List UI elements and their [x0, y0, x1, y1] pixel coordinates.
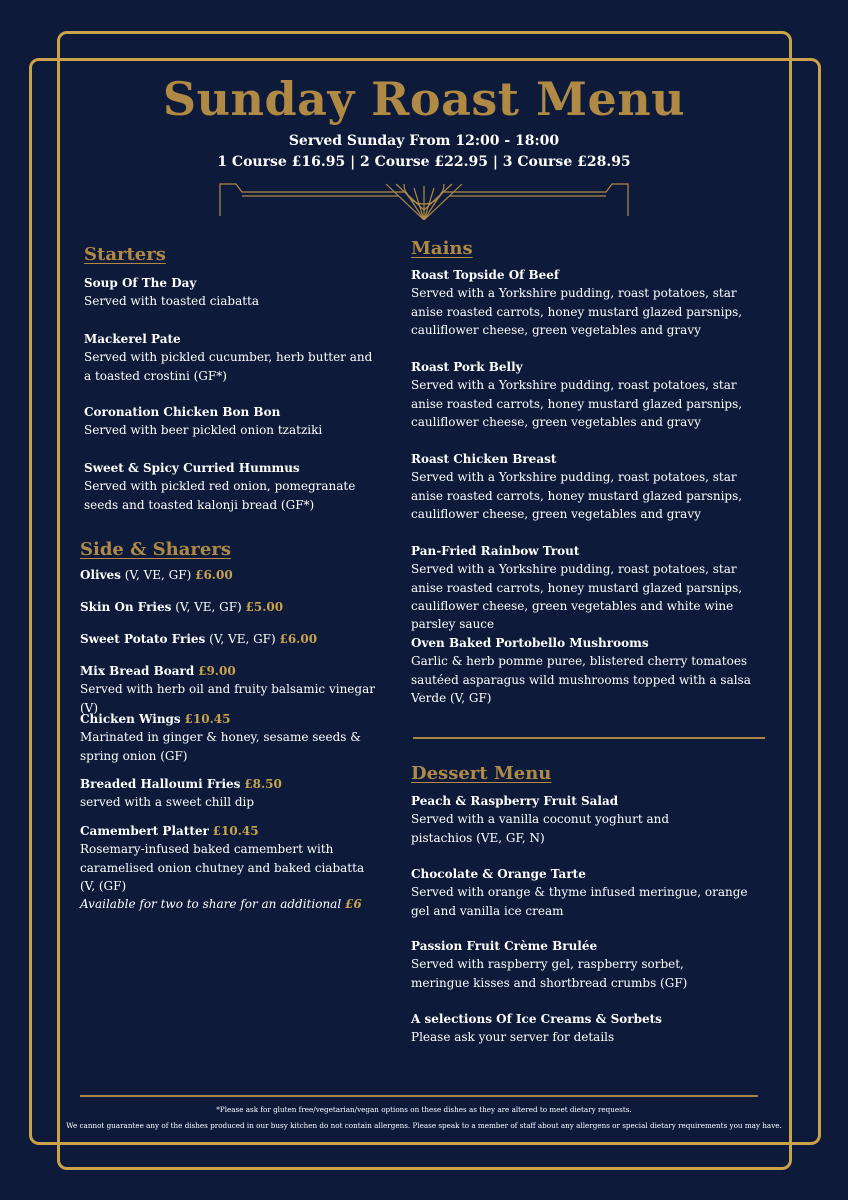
item-price: £10.45 [184, 712, 231, 726]
dessert-item [411, 1010, 756, 1047]
item-name: Mix Bread Board [80, 664, 195, 678]
item-desc: Served with toasted ciabatta [84, 294, 260, 309]
item-name: Camembert Platter [80, 824, 209, 838]
item-name: Passion Fruit Crème Brulée [411, 939, 598, 953]
item-tags: (V, VE, GF) [205, 632, 280, 646]
item-tags: (V, VE, GF) [171, 600, 246, 614]
side-item [80, 710, 380, 765]
item-name: Olives [80, 568, 121, 582]
item-price: £6.00 [195, 568, 233, 582]
side-item [80, 630, 380, 648]
item-desc: Marinated in ginger & honey, sesame seeds & spring onion (GF) [80, 730, 361, 763]
item-name: Peach & Raspberry Fruit Salad [411, 794, 619, 808]
course-pricing: 1 Course £16.95 | 2 Course £22.95 | 3 Course £28.95 [217, 154, 631, 170]
mains-heading: Mains [411, 238, 473, 259]
share-note: Available for two to share for an additional [80, 897, 345, 912]
dietary-note: *Please ask for gluten free/vegetarian/vegan options on these dishes as they are altered to meet dietary requests. [216, 1105, 632, 1114]
item-price: £10.45 [212, 824, 259, 838]
item-desc: Served with a Yorkshire pudding, roast potatoes, star anise roasted carrots, honey mustard glazed parsnips, cauliflower cheese, green vegetables and white wine parsley sauce [411, 562, 743, 632]
item-name: Chocolate & Orange Tarte [411, 867, 586, 881]
item-name: Breaded Halloumi Fries [80, 777, 241, 791]
item-desc: Served with beer pickled onion tzatziki [84, 423, 323, 438]
item-name: Skin On Fries [80, 600, 172, 614]
main-item [411, 266, 766, 339]
item-name: Coronation Chicken Bon Bon [84, 405, 281, 419]
item-name: Soup Of The Day [84, 276, 197, 290]
item-tags: (V, VE, GF) [120, 568, 196, 582]
starter-item [84, 403, 384, 440]
main-item [411, 542, 766, 633]
item-price: £8.50 [244, 777, 282, 791]
item-name: Roast Pork Belly [411, 360, 523, 374]
item-desc: Served with a Yorkshire pudding, roast potatoes, star anise roasted carrots, honey mustard glazed parsnips, cauliflower cheese, green vegetables and gravy [411, 378, 743, 429]
dessert-heading: Dessert Menu [411, 763, 552, 784]
item-name: Roast Topside Of Beef [411, 268, 560, 282]
item-desc: Served with a vanilla coconut yoghurt and pistachios (VE, GF, N) [411, 812, 670, 845]
dessert-item [411, 937, 741, 992]
item-desc: Please ask your server for details [411, 1030, 615, 1045]
item-name: A selections Of Ice Creams & Sorbets [411, 1012, 662, 1026]
item-desc: Served with pickled cucumber, herb butter and a toasted crostini (GF*) [84, 350, 373, 383]
starters-heading: Starters [84, 244, 166, 265]
side-item [80, 662, 390, 717]
item-name: Mackerel Pate [84, 332, 181, 346]
side-item [80, 822, 370, 913]
starter-item [84, 459, 384, 514]
main-item [411, 358, 766, 431]
item-desc: Served with orange & thyme infused meringue, orange gel and vanilla ice cream [411, 885, 748, 918]
item-name: Pan-Fried Rainbow Trout [411, 544, 580, 558]
item-name: Sweet & Spicy Curried Hummus [84, 461, 300, 475]
share-price: £6 [344, 897, 362, 912]
starter-item [84, 274, 384, 311]
item-desc: Served with pickled red onion, pomegranate seeds and toasted kalonji bread (GF*) [84, 479, 356, 512]
served-times: Served Sunday From 12:00 - 18:00 [288, 133, 560, 149]
starter-item [84, 330, 380, 385]
item-desc: Served with herb oil and fruity balsamic vinegar (V) [80, 682, 375, 715]
item-desc: Garlic & herb pomme puree, blistered cherry tomatoes sautéed asparagus wild mushrooms topped with a salsa Verde (V, GF) [411, 654, 751, 705]
item-name: Chicken Wings [80, 712, 181, 726]
side-item [80, 598, 380, 616]
main-item [411, 634, 776, 707]
item-desc: Served with a Yorkshire pudding, roast potatoes, star anise roasted carrots, honey mustard glazed parsnips, cauliflower cheese, green vegetables and gravy [411, 470, 743, 521]
dessert-item [411, 792, 731, 847]
allergen-note: We cannot guarantee any of the dishes produced in our busy kitchen do not contain allergens. Please speak to a member of staff about any allergens or special dietary requirements you may have. [66, 1121, 782, 1130]
item-desc: served with a sweet chill dip [80, 795, 255, 810]
item-name: Sweet Potato Fries [80, 632, 206, 646]
item-desc: Served with a Yorkshire pudding, roast potatoes, star anise roasted carrots, honey mustard glazed parsnips, cauliflower cheese, green vegetables and gravy [411, 286, 743, 337]
item-price: £6.00 [279, 632, 318, 646]
footer-divider [80, 1095, 758, 1097]
side-item [80, 566, 380, 584]
menu-title: Sunday Roast Menu [162, 72, 686, 126]
sides-heading: Side & Sharers [80, 539, 231, 560]
item-desc: Rosemary-infused baked camembert with caramelised onion chutney and baked ciabatta (V, (GF) [80, 842, 365, 893]
art-deco-ornament [218, 178, 630, 220]
item-desc: Served with raspberry gel, raspberry sorbet, meringue kisses and shortbread crumbs (GF) [411, 957, 688, 990]
main-item [411, 450, 766, 523]
item-price: £9.00 [198, 664, 236, 678]
section-divider [413, 737, 765, 739]
dessert-item [411, 865, 756, 920]
item-name: Roast Chicken Breast [411, 452, 557, 466]
side-item [80, 775, 380, 812]
item-price: £5.00 [245, 600, 284, 614]
item-name: Oven Baked Portobello Mushrooms [411, 636, 649, 650]
